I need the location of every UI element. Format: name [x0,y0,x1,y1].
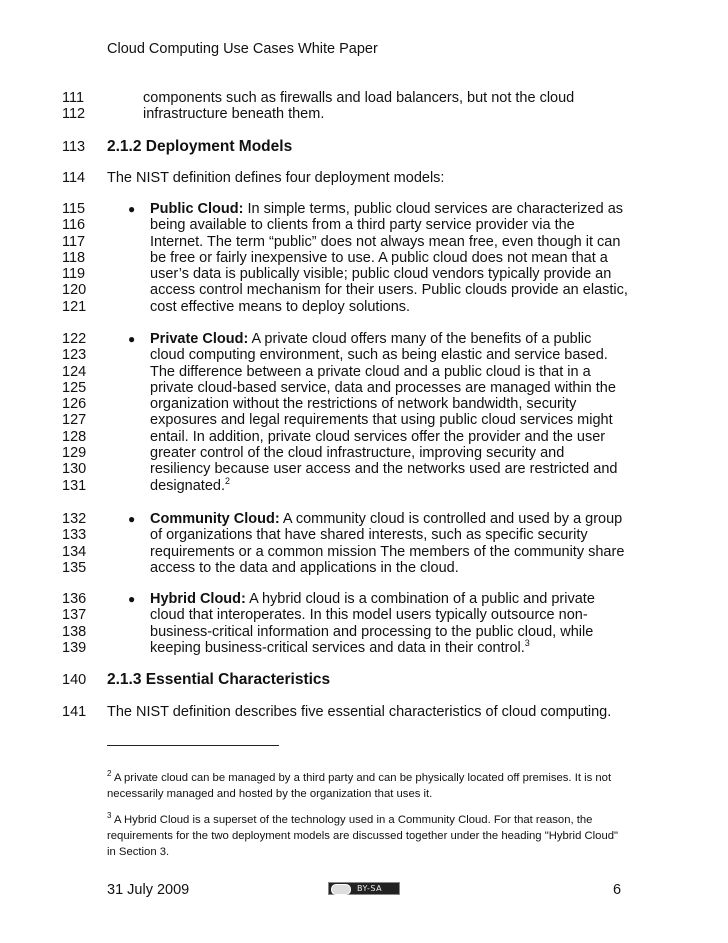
line-text: entail. In addition, private cloud services offer the provider and the user [150,428,606,445]
line-number: 131 [62,477,87,494]
line-text: infrastructure beneath them. [143,106,325,123]
line-number: 133 [62,527,87,544]
line-number: 132 [62,511,87,527]
line-text: business-critical information and processing to the public cloud, while [150,623,594,640]
bullet-private-cloud [0,331,728,494]
line-number: 127 [62,412,87,429]
line-number: 138 [62,623,87,640]
line-number: 114 [62,170,86,186]
line-text: components such as firewalls and load balancers, but not the cloud [143,90,575,106]
line-text: A private cloud offers many of the benefits of a public [248,331,592,347]
line-text: The difference between a private cloud and a public cloud is that in a [150,363,591,380]
footnote-ref[interactable]: 3 [524,637,530,648]
line-text: organization without the restrictions of network bandwidth, security [150,396,577,413]
line-number: 125 [62,379,87,396]
line-number: 134 [62,543,87,560]
intro-paragraph-2-1-3 [0,704,728,720]
footnote-mark: 2 [107,769,112,778]
bullet-term: Public Cloud: [150,201,244,217]
line-text: The NIST definition describes five essential characteristics of cloud computing. [107,704,612,720]
line-text: exposures and legal requirements that using public cloud services might [150,412,613,429]
line-number: 122 [62,331,87,347]
line-text: of organizations that have shared interests, such as specific security [150,527,588,544]
line-number: 137 [62,607,87,624]
text-line [0,90,728,106]
line-text: cloud that interoperates. In this model users typically outsource non- [150,607,588,624]
license-label: BY-SA [357,884,383,893]
intro-paragraph-2-1-2 [0,170,728,186]
line-text: resiliency because user access and the networks used are restricted and [150,461,618,478]
line-number: 139 [62,639,87,656]
line-text: requirements or a common mission The members of the community share [150,543,625,560]
line-text: A hybrid cloud is a combination of a public and private [245,591,595,607]
line-text: In simple terms, public cloud services are characterized as [243,201,624,217]
running-header: Cloud Computing Use Cases White Paper [107,41,378,57]
line-number: 113 [62,139,86,155]
continuation-paragraph [0,90,728,123]
bullet-dot: ● [128,332,136,346]
line-number: 121 [62,298,87,315]
line-number: 129 [62,445,87,462]
line-number: 140 [62,672,87,688]
footnote-2 [107,770,627,802]
line-text: The NIST definition defines four deployment models: [107,170,445,186]
line-text: be free or fairly inexpensive to use. A public cloud does not mean that a [150,249,608,266]
footnote-text: A private cloud can be managed by a third party and can be physically located off premises. It is not necessarily managed and hosted by the organization that uses it. [107,772,612,800]
line-text: user’s data is publically visible; public cloud vendors typically provide an [150,266,612,283]
bullet-dot: ● [128,512,136,526]
line-text: access to the data and applications in the cloud. [150,559,459,576]
line-text: cost effective means to deploy solutions. [150,298,411,315]
heading-text: 2.1.3 Essential Characteristics [107,671,331,688]
line-text: Internet. The term “public” does not always mean free, even though it can [150,233,621,250]
footnote-text: A Hybrid Cloud is a superset of the technology used in a Community Cloud. For that reason, the requirements for the two deployment models are discussed together under the heading "Hybrid Cloud" in Section 3. [107,814,619,858]
line-number: 126 [62,396,87,413]
line-number: 118 [62,249,86,266]
bullet-dot: ● [128,592,136,606]
bullet-term: Community Cloud: [150,511,280,527]
heading-text: 2.1.2 Deployment Models [107,138,293,155]
line-text: greater control of the cloud infrastructure, improving security and [150,445,565,462]
line-text: keeping business-critical services and data in their control. [150,639,525,656]
line-number: 116 [62,217,86,234]
line-number: 124 [62,363,87,380]
footer-date: 31 July 2009 [107,882,190,898]
line-number: 136 [62,591,87,607]
section-heading-2-1-3 [0,671,728,689]
line-text: A community cloud is controlled and used by a group [279,511,623,527]
footnote-separator [107,745,279,746]
footnote-mark: 3 [107,811,112,820]
line-number: 128 [62,428,87,445]
line-text: being available to clients from a third party service provider via the [150,217,575,234]
creative-commons-icon [331,884,351,895]
bullet-hybrid-cloud [0,591,728,656]
line-number: 117 [62,233,86,250]
line-number: 120 [62,282,87,299]
section-heading-2-1-2 [0,138,728,156]
line-text: access control mechanism for their users. Public clouds provide an elastic, [150,282,628,299]
line-number: 123 [62,347,87,364]
text-line [0,106,728,122]
footnote-ref[interactable]: 2 [224,475,230,486]
bullet-community-cloud [0,511,728,576]
line-number: 115 [62,201,86,217]
line-text: private cloud-based service, data and processes are managed within the [150,379,616,396]
line-number: 111 [62,90,85,106]
license-badge[interactable] [328,882,400,895]
bullet-public-cloud [0,201,728,315]
bullet-term: Private Cloud: [150,331,249,347]
line-text: cloud computing environment, such as being elastic and service based. [150,347,608,364]
bullet-term: Hybrid Cloud: [150,591,246,607]
line-number: 141 [62,704,87,720]
line-number: 135 [62,559,87,576]
line-number: 119 [62,266,86,283]
bullet-dot: ● [128,202,136,216]
page-number: 6 [613,882,622,898]
line-text: designated. [150,477,225,494]
footnote-3 [107,812,627,860]
line-number: 130 [62,461,87,478]
line-number: 112 [62,106,86,123]
